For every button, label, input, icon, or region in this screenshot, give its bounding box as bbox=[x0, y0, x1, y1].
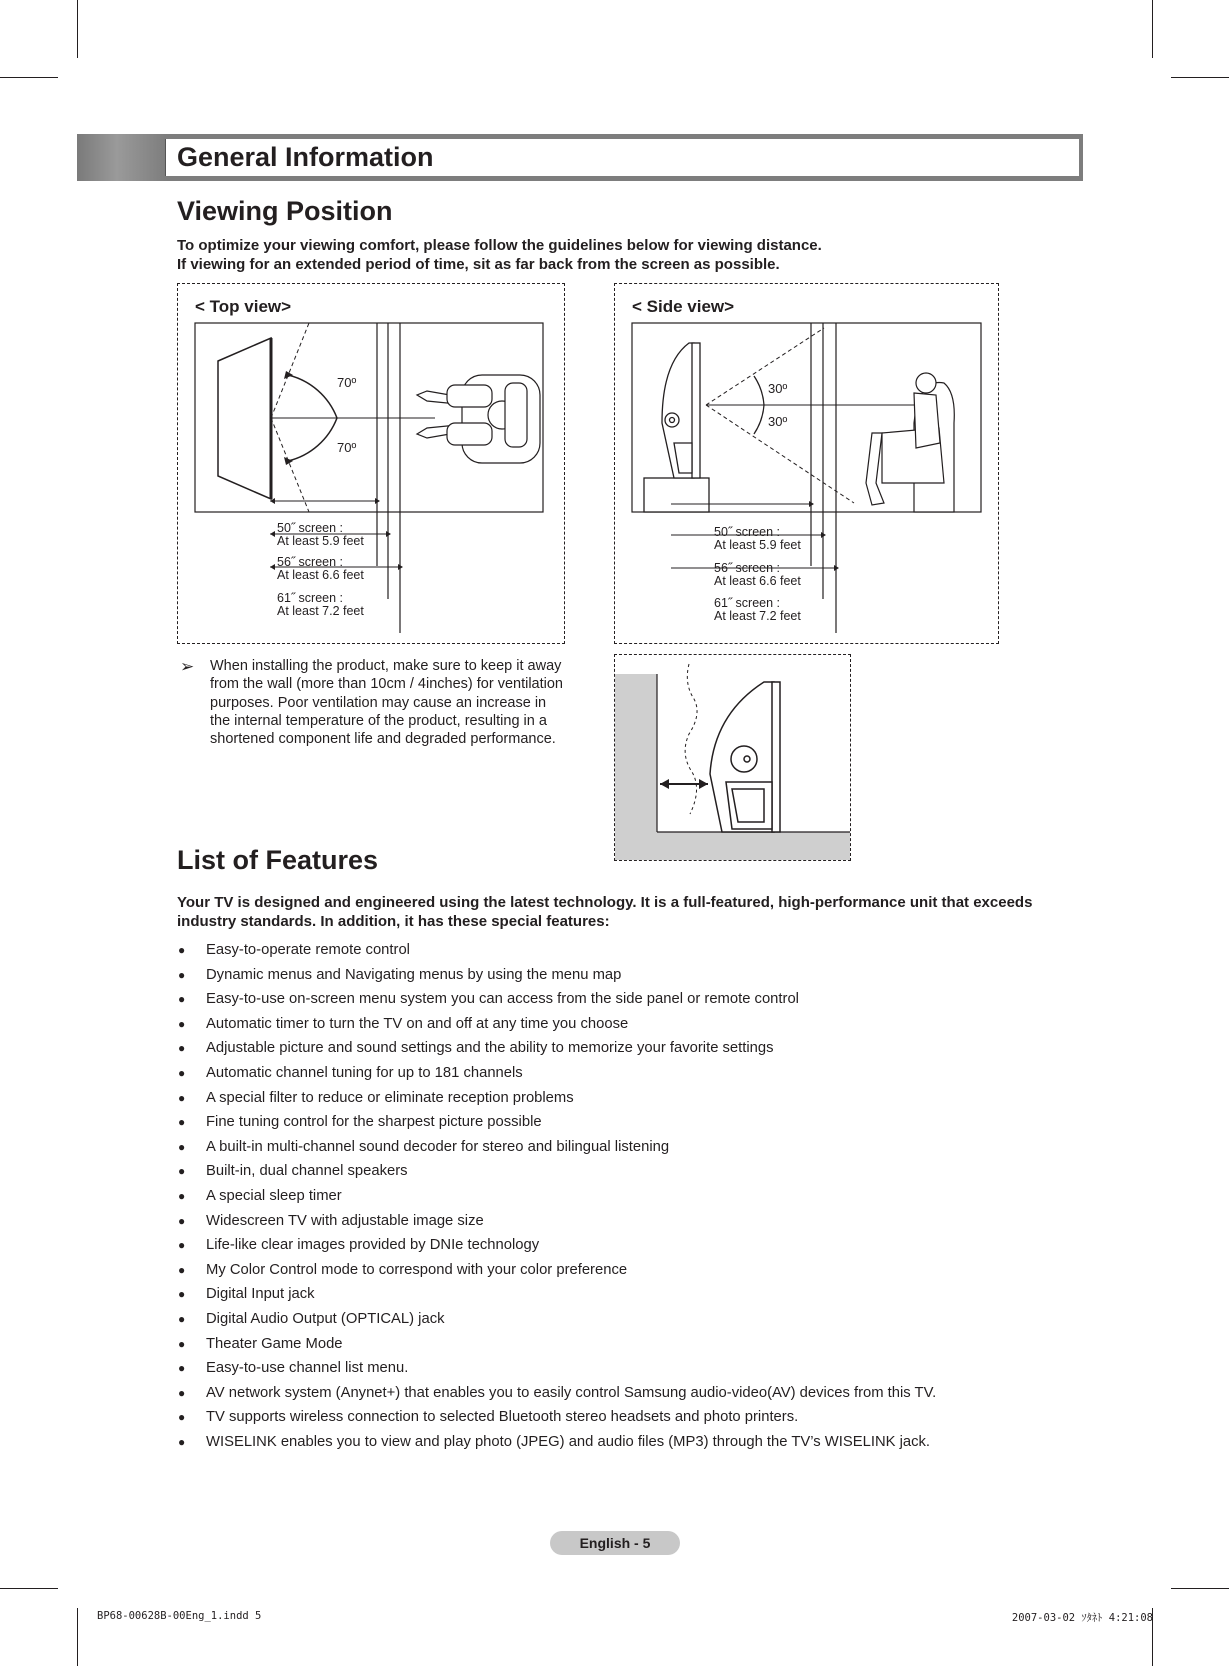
note-line: the internal temperature of the product, resulting in a bbox=[210, 712, 547, 729]
note-line: from the wall (more than 10cm / 4inches) for ventilation bbox=[210, 676, 563, 693]
viewer-top-view bbox=[417, 375, 540, 463]
top-dist-value-2: At least 6.6 feet bbox=[277, 568, 364, 582]
feature-item: ● WISELINK enables you to view and play photo (JPEG) and audio files (MP3) through the TV’s WISELINK jack. bbox=[175, 1430, 1075, 1455]
side-dist-screen-1: 50˝ screen : bbox=[714, 525, 781, 539]
top-angle-lower: 70º bbox=[337, 440, 357, 455]
top-dist-value-3: At least 7.2 feet bbox=[277, 604, 364, 618]
feature-item: ● Theater Game Mode bbox=[175, 1332, 1075, 1357]
wall-clearance-diagram bbox=[614, 654, 851, 861]
top-view-diagram bbox=[177, 283, 565, 644]
side-dist-screen-2: 56˝ screen : bbox=[714, 561, 781, 575]
feature-item: ● Widescreen TV with adjustable image size bbox=[175, 1209, 1075, 1234]
side-angle-lower: 30º bbox=[768, 414, 788, 429]
side-dist-value-3: At least 7.2 feet bbox=[714, 609, 801, 623]
top-dist-screen-3: 61˝ screen : bbox=[277, 591, 344, 605]
feature-item: ● Automatic timer to turn the TV on and off at any time you choose bbox=[175, 1012, 1075, 1037]
bullet-icon: ● bbox=[178, 1434, 186, 1449]
bullet-icon: ● bbox=[178, 1115, 186, 1130]
viewing-position-heading: Viewing Position bbox=[177, 196, 393, 226]
bullet-icon: ● bbox=[178, 1385, 186, 1400]
page-number: English - 5 bbox=[550, 1531, 680, 1555]
feature-item: ● Digital Audio Output (OPTICAL) jack bbox=[175, 1307, 1075, 1332]
side-view-diagram bbox=[614, 283, 999, 644]
crop-mark bbox=[0, 77, 58, 78]
tv-top-view bbox=[218, 338, 271, 499]
bullet-icon: ● bbox=[178, 1188, 186, 1203]
note-line: shortened component life and degraded performance. bbox=[210, 731, 556, 748]
feature-item: ● Fine tuning control for the sharpest picture possible bbox=[175, 1110, 1075, 1135]
bullet-icon: ● bbox=[178, 1336, 186, 1351]
tv-side-view bbox=[644, 343, 709, 512]
viewer-side-view bbox=[866, 373, 954, 512]
bullet-icon: ● bbox=[178, 1361, 186, 1376]
crop-mark bbox=[1171, 1588, 1229, 1589]
feature-item: ● Easy-to-use channel list menu. bbox=[175, 1356, 1075, 1381]
bullet-icon: ● bbox=[178, 943, 186, 957]
top-dist-screen-1: 50˝ screen : bbox=[277, 521, 344, 535]
bullet-icon: ● bbox=[178, 1090, 186, 1105]
side-view-label: < Side view> bbox=[632, 297, 735, 316]
crop-mark bbox=[77, 1608, 78, 1666]
feature-item: ● Automatic channel tuning for up to 181 channels bbox=[175, 1061, 1075, 1086]
features-intro-line-2: industry standards. In addition, it has these special features: bbox=[177, 913, 610, 930]
crop-mark bbox=[77, 0, 78, 58]
crop-mark bbox=[0, 1588, 58, 1589]
feature-item: ● Dynamic menus and Navigating menus by using the menu map bbox=[175, 963, 1075, 988]
tv-wall-side-view bbox=[710, 682, 780, 832]
side-dist-value-2: At least 6.6 feet bbox=[714, 574, 801, 588]
bullet-icon: ● bbox=[178, 992, 186, 1007]
side-angle-upper: 30º bbox=[768, 381, 788, 396]
crop-mark bbox=[1152, 0, 1153, 58]
feature-item: ● Easy-to-use on-screen menu system you can access from the side panel or remote control bbox=[175, 987, 1075, 1012]
note-arrow-icon: ➢ bbox=[180, 657, 195, 676]
bullet-icon: ● bbox=[178, 1238, 186, 1253]
side-dist-value-1: At least 5.9 feet bbox=[714, 538, 801, 552]
feature-item: ● My Color Control mode to correspond with your color preference bbox=[175, 1258, 1075, 1283]
bullet-icon: ● bbox=[178, 1041, 186, 1056]
bullet-icon: ● bbox=[178, 1164, 186, 1179]
viewing-intro-line-2: If viewing for an extended period of time, sit as far back from the screen as possible. bbox=[177, 256, 780, 273]
section-title: General Information bbox=[177, 142, 434, 172]
feature-item: ● Digital Input jack bbox=[175, 1282, 1075, 1307]
note-text bbox=[210, 657, 590, 748]
feature-item: ● A special sleep timer bbox=[175, 1184, 1075, 1209]
bullet-icon: ● bbox=[178, 967, 186, 982]
features-list bbox=[175, 938, 1075, 1454]
features-intro-line-1: Your TV is designed and engineered using the latest technology. It is a full-featured, high-performance unit that exceeds bbox=[177, 894, 1033, 911]
feature-item: ● TV supports wireless connection to selected Bluetooth stereo headsets and photo printers. bbox=[175, 1405, 1075, 1430]
bullet-icon: ● bbox=[178, 1262, 186, 1277]
bullet-icon: ● bbox=[178, 1287, 186, 1302]
viewing-intro-line-1: To optimize your viewing comfort, please follow the guidelines below for viewing distance. bbox=[177, 237, 822, 254]
bullet-icon: ● bbox=[178, 1410, 186, 1425]
feature-item: ● Life-like clear images provided by DNIe technology bbox=[175, 1233, 1075, 1258]
feature-item: ● Adjustable picture and sound settings and the ability to memorize your favorite settings bbox=[175, 1036, 1075, 1061]
note-line: purposes. Poor ventilation may cause an increase in bbox=[210, 694, 547, 711]
top-angle-upper: 70º bbox=[337, 375, 357, 390]
note-line: When installing the product, make sure to keep it away bbox=[210, 658, 562, 674]
feature-item: ● Built-in, dual channel speakers bbox=[175, 1159, 1075, 1184]
features-heading: List of Features bbox=[177, 845, 379, 875]
bullet-icon: ● bbox=[178, 1016, 186, 1031]
feature-item: ● A built-in multi-channel sound decoder for stereo and bilingual listening bbox=[175, 1135, 1075, 1160]
top-dist-screen-2: 56˝ screen : bbox=[277, 555, 344, 569]
footer-file-info: BP68-00628B-00Eng_1.indd 5 bbox=[97, 1610, 262, 1622]
top-view-label: < Top view> bbox=[195, 297, 292, 316]
feature-item: ● Easy-to-operate remote control bbox=[175, 938, 1075, 963]
feature-item: ● A special filter to reduce or eliminate reception problems bbox=[175, 1086, 1075, 1111]
bullet-icon: ● bbox=[178, 1311, 186, 1326]
footer-timestamp: 2007-03-02 ｿﾀﾈﾄ 4:21:08 bbox=[1011, 1612, 1153, 1624]
side-dist-screen-3: 61˝ screen : bbox=[714, 596, 781, 610]
bullet-icon: ● bbox=[178, 1213, 186, 1228]
bullet-icon: ● bbox=[178, 1139, 186, 1154]
crop-mark bbox=[1171, 77, 1229, 78]
top-dist-value-1: At least 5.9 feet bbox=[277, 534, 364, 548]
bullet-icon: ● bbox=[178, 1065, 186, 1080]
feature-item: ● AV network system (Anynet+) that enables you to easily control Samsung audio-video(AV) devices from this TV. bbox=[175, 1381, 1075, 1406]
